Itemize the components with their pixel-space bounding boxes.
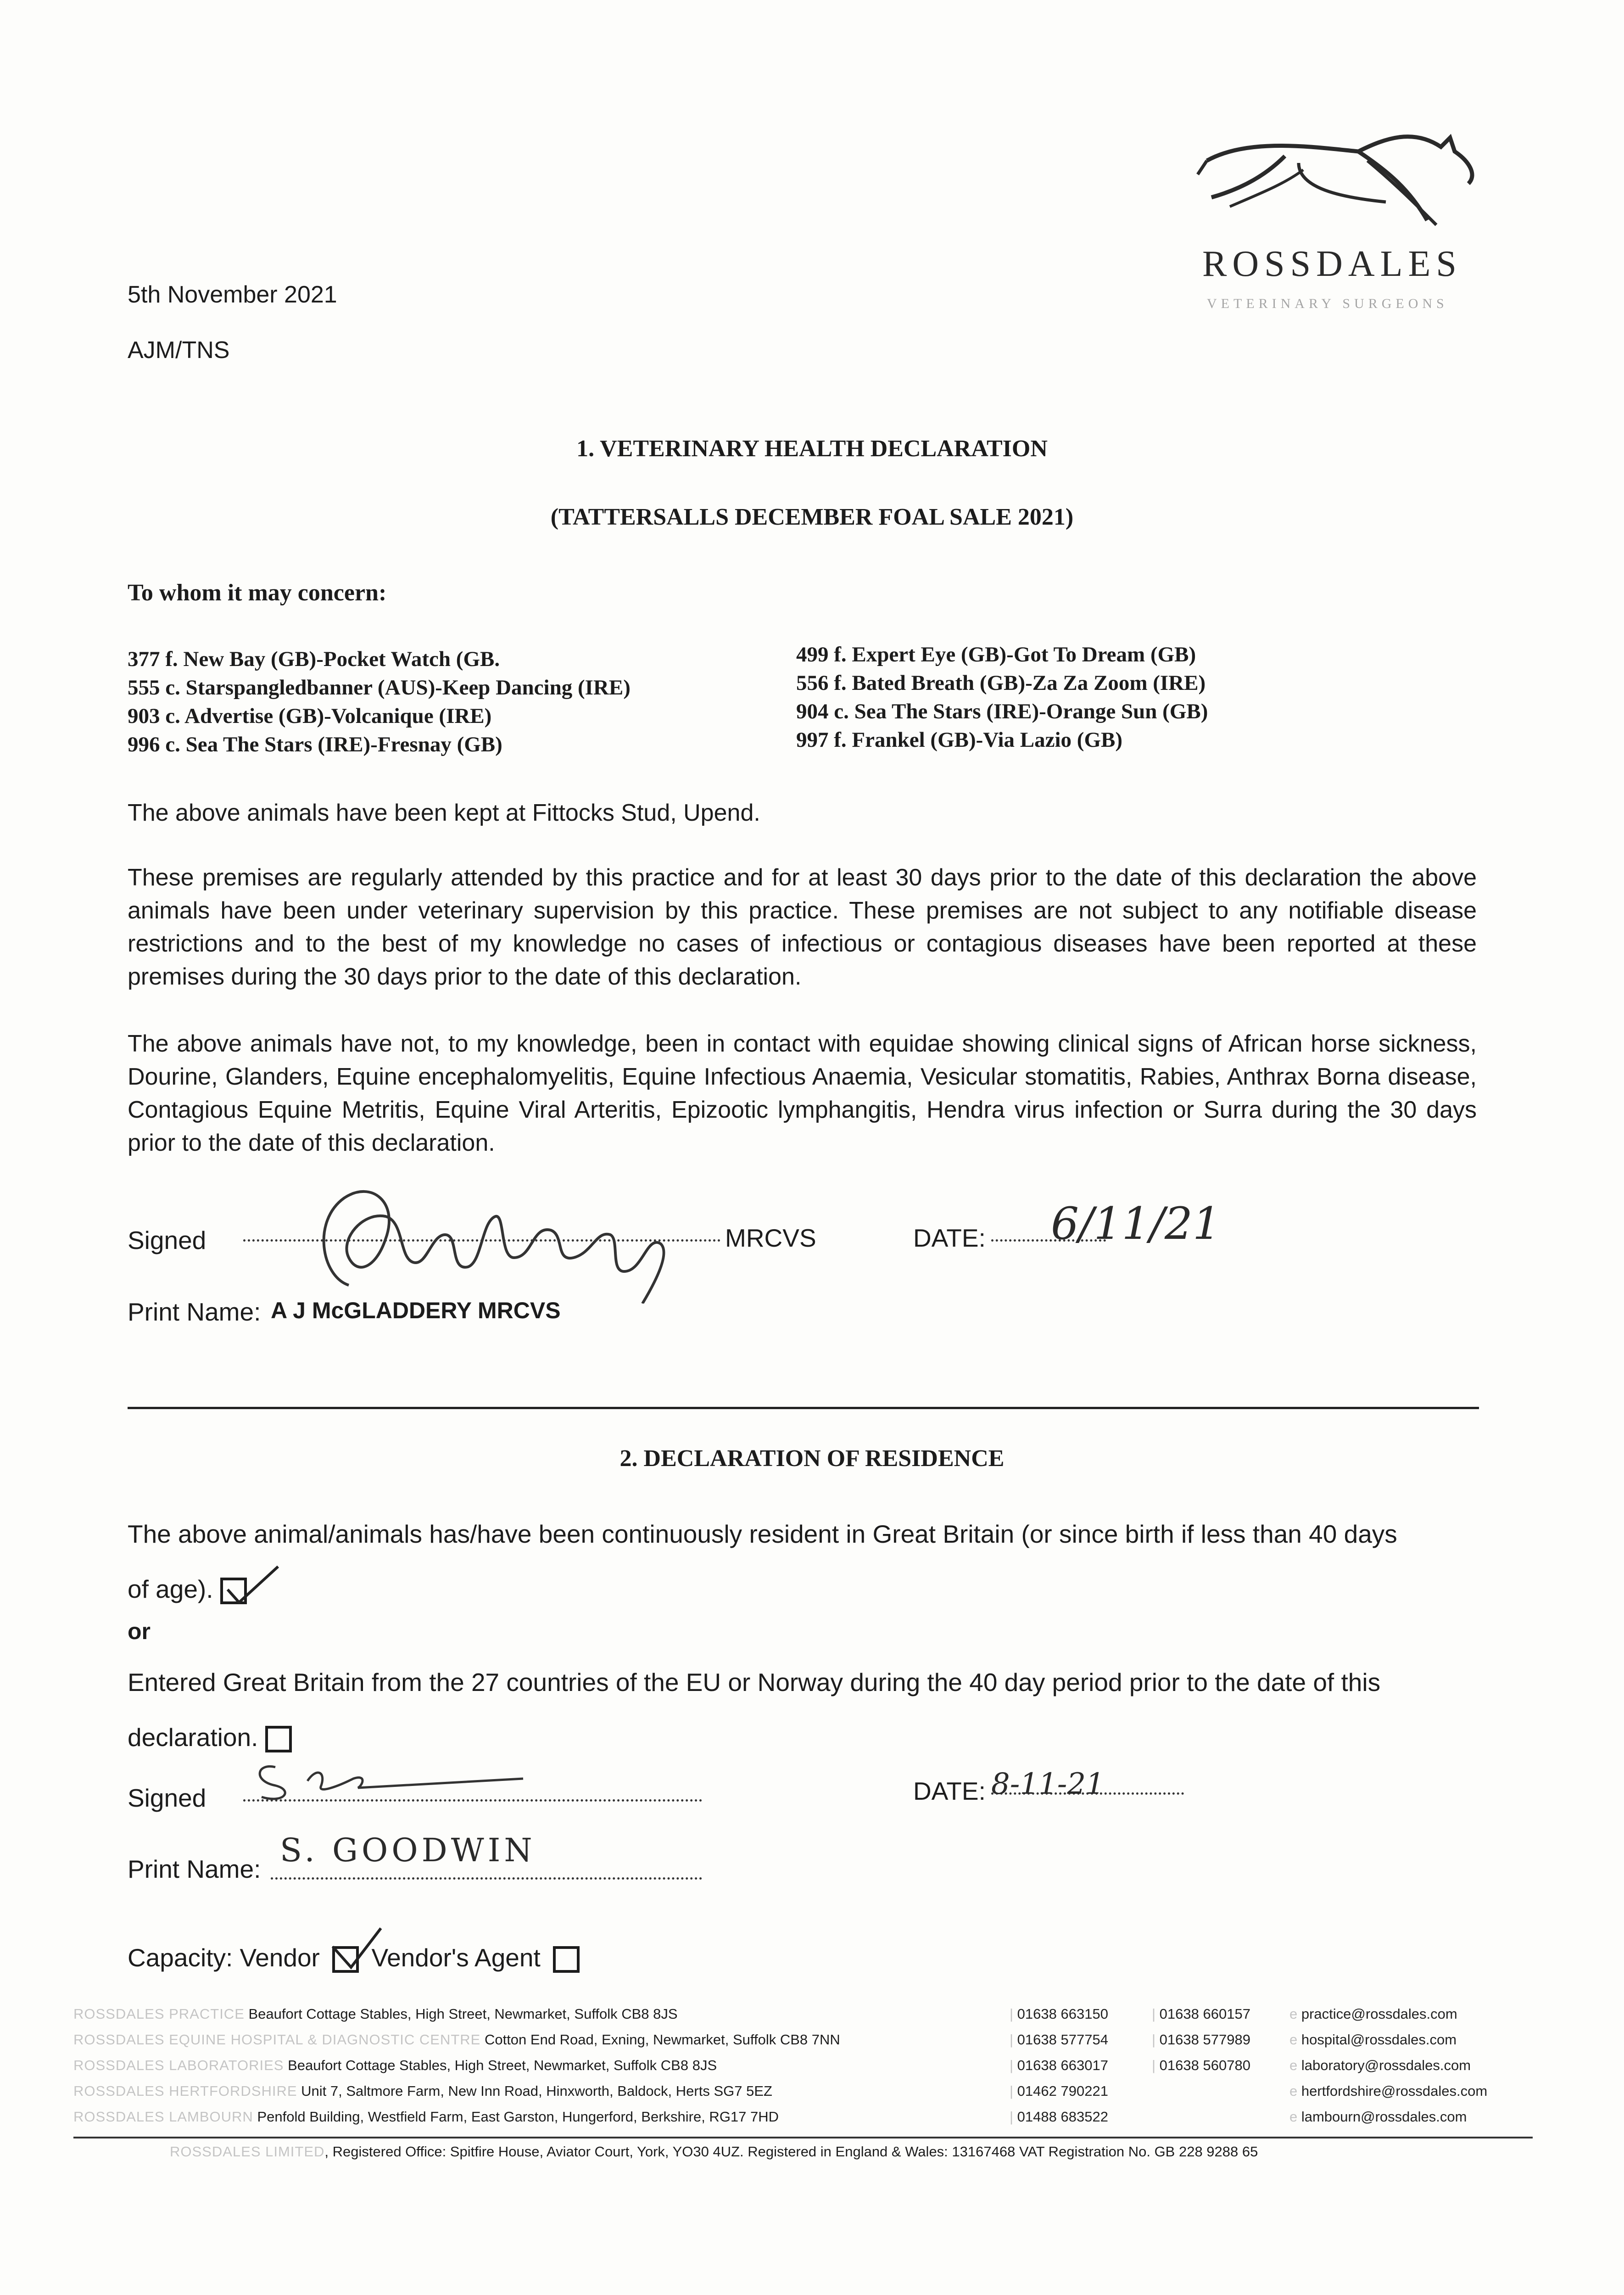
- footer-phone: | 01638 663017: [1010, 2057, 1108, 2073]
- animal-entry: 499 f. Expert Eye (GB)-Got To Dream (GB): [796, 643, 1196, 666]
- footer-address-label: ROSSDALES PRACTICE: [73, 2006, 245, 2022]
- footer-phone: | 01488 683522: [1010, 2109, 1108, 2125]
- vendor-label: Vendor: [240, 1943, 320, 1972]
- mrcvs-label: MRCVS: [725, 1224, 816, 1252]
- date-label-1: DATE:: [913, 1224, 986, 1252]
- footer-fax-number: 01638 560780: [1159, 2057, 1250, 2073]
- or-label: or: [128, 1618, 151, 1644]
- letter-date: 5th November 2021: [128, 281, 337, 308]
- registered-office-text: , Registered Office: Spitfire House, Aviator Court, York, YO30 4UZ. Registered in England & Wales: 13167468 VAT Registration No. GB 228 9288 65: [324, 2144, 1258, 2160]
- footer-phone: | 01638 663150: [1010, 2006, 1108, 2022]
- vendor-signature-icon: [248, 1753, 546, 1804]
- check-mark-icon: [218, 1562, 283, 1608]
- footer-address-row: [73, 2001, 840, 2027]
- footer-phone-number: 01638 663017: [1017, 2057, 1108, 2073]
- residence-option-1: [128, 1506, 1412, 1617]
- footer-divider: [73, 2137, 1533, 2138]
- footer-email-address: practice@rossdales.com: [1301, 2006, 1457, 2022]
- section-divider: [128, 1407, 1479, 1409]
- footer-faxes: [1152, 2001, 1250, 2078]
- footer-address-row: [73, 2053, 840, 2078]
- contact-paragraph: The above animals have not, to my knowledge, been in contact with equidae showing clinical signs of African horse sickness, Dourine, Glanders, Equine encephalomyelitis, Equine Infectious Anaemia, Vesicular stomatitis, Rabies, Anthrax Borna disease, Contagious Equine Metritis, Equine Viral Arteritis, Epizootic lymphangitis, Hendra virus infection or Surra during the 30 days prior to the date of this declaration.: [128, 1030, 1477, 1156]
- animal-entry: 903 c. Advertise (GB)-Volcanique (IRE): [128, 704, 492, 728]
- registered-office: [170, 2139, 1258, 2165]
- footer-fax-number: 01638 660157: [1159, 2006, 1250, 2022]
- footer-address-text: Beaufort Cottage Stables, High Street, Newmarket, Suffolk CB8 8JS: [288, 2057, 717, 2073]
- animal-entry: 996 c. Sea The Stars (IRE)-Fresnay (GB): [128, 733, 502, 756]
- logo-name: ROSSDALES: [1202, 244, 1462, 284]
- footer-email-address: lambourn@rossdales.com: [1301, 2109, 1467, 2125]
- animal-entry: 904 c. Sea The Stars (IRE)-Orange Sun (GB): [796, 700, 1208, 723]
- kept-at-text: The above animals have been kept at Fittocks Stud, Upend.: [128, 800, 760, 826]
- section2-title: 2. DECLARATION OF RESIDENCE: [619, 1445, 1005, 1472]
- footer-address-label: ROSSDALES HERTFORDSHIRE: [73, 2083, 297, 2099]
- handwritten-name-2: S. GOODWIN: [280, 1831, 536, 1869]
- capacity-label: Capacity:: [128, 1943, 233, 1972]
- print-name-line-2: [271, 1877, 702, 1880]
- footer-address-text: Unit 7, Saltmore Farm, New Inn Road, Hinxworth, Baldock, Herts SG7 5EZ: [301, 2083, 772, 2099]
- footer-phones: [1010, 2001, 1108, 2130]
- handwritten-date-2: 8-11-21: [991, 1767, 1105, 1801]
- animal-entry: 377 f. New Bay (GB)-Pocket Watch (GB.: [128, 647, 500, 671]
- registered-label: ROSSDALES LIMITED: [170, 2144, 325, 2160]
- footer-email: e practice@rossdales.com: [1289, 2006, 1457, 2022]
- salutation: To whom it may concern:: [128, 580, 387, 606]
- residence-option-2: [128, 1655, 1412, 1765]
- footer-phone: | 01462 790221: [1010, 2083, 1108, 2099]
- footer-fax-number: 01638 577989: [1159, 2032, 1250, 2048]
- footer-address-row: [73, 2078, 840, 2104]
- footer-email: e hertfordshire@rossdales.com: [1289, 2083, 1488, 2099]
- section1-subtitle: (TATTERSALLS DECEMBER FOAL SALE 2021): [550, 504, 1074, 530]
- letter-reference: AJM/TNS: [128, 337, 230, 364]
- capacity-row: [128, 1939, 580, 1976]
- horse-logo-icon: [1193, 119, 1496, 248]
- footer-address-text: Cotton End Road, Exning, Newmarket, Suffolk CB8 7NN: [484, 2032, 840, 2048]
- signed-label-1: Signed: [128, 1226, 206, 1254]
- residence-option-2-text: Entered Great Britain from the 27 countries of the EU or Norway during the 40 day period prior to the date of this declaration.: [128, 1668, 1381, 1752]
- check-mark-icon: [326, 1924, 385, 1974]
- residence-checkbox-1[interactable]: [220, 1578, 247, 1604]
- footer-address-label: ROSSDALES LABORATORIES: [73, 2057, 284, 2073]
- footer-email: e lambourn@rossdales.com: [1289, 2109, 1467, 2125]
- handwritten-date-1: 6/11/21: [1051, 1198, 1221, 1249]
- animals-right-column: [796, 640, 1208, 754]
- residence-option-1-text: The above animal/animals has/have been continuously resident in Great Britain (or since birth if less than 40 days of age).: [128, 1520, 1397, 1603]
- footer-address-label: ROSSDALES EQUINE HOSPITAL & DIAGNOSTIC CENTRE: [73, 2032, 481, 2048]
- animal-entry: 555 c. Starspangledbanner (AUS)-Keep Dancing (IRE): [128, 676, 631, 700]
- footer-phone: | 01638 577754: [1010, 2032, 1108, 2048]
- footer-fax: | 01638 660157: [1152, 2006, 1250, 2022]
- signed-label-2: Signed: [128, 1784, 206, 1812]
- premises-paragraph: These premises are regularly attended by this practice and for at least 30 days prior to the date of this declaration the above animals have been under veterinary supervision by this practice. These premises are not subject to any notifiable disease restrictions and to the best of my knowledge no cases of infectious or contagious diseases have been reported at these premises during the 30 days prior to the date of this declaration.: [128, 864, 1477, 990]
- print-name-label-1: Print Name:: [128, 1298, 261, 1326]
- vendor-agent-label: Vendor's Agent: [371, 1943, 541, 1972]
- footer-phone-number: 01638 663150: [1017, 2006, 1108, 2022]
- vendor-checkbox[interactable]: [332, 1946, 359, 1973]
- footer-address-row: [73, 2027, 840, 2053]
- footer-addresses: [73, 2001, 840, 2130]
- print-name-label-2: Print Name:: [128, 1855, 261, 1883]
- animal-entry: 556 f. Bated Breath (GB)-Za Za Zoom (IRE): [796, 671, 1206, 695]
- footer-phone-number: 01488 683522: [1017, 2109, 1108, 2125]
- residence-checkbox-2[interactable]: [265, 1726, 292, 1752]
- vet-signature-icon: [294, 1166, 707, 1304]
- footer-emails: [1289, 2001, 1487, 2130]
- footer-phone-number: 01462 790221: [1017, 2083, 1108, 2099]
- footer-address-row: [73, 2104, 840, 2130]
- footer-email-address: laboratory@rossdales.com: [1301, 2057, 1471, 2073]
- footer-fax: | 01638 560780: [1152, 2057, 1250, 2073]
- footer-address-text: Beaufort Cottage Stables, High Street, Newmarket, Suffolk CB8 8JS: [248, 2006, 678, 2022]
- footer-address-label: ROSSDALES LAMBOURN: [73, 2109, 253, 2125]
- logo-subtitle: VETERINARY SURGEONS: [1207, 296, 1448, 311]
- footer-address-text: Penfold Building, Westfield Farm, East Garston, Hungerford, Berkshire, RG17 7HD: [257, 2109, 779, 2125]
- footer-phone-number: 01638 577754: [1017, 2032, 1108, 2048]
- company-logo: [1193, 119, 1496, 321]
- footer-email: e hospital@rossdales.com: [1289, 2032, 1457, 2048]
- section1-title: 1. VETERINARY HEALTH DECLARATION: [576, 436, 1048, 462]
- footer-fax: | 01638 577989: [1152, 2032, 1250, 2048]
- animals-left-column: [128, 645, 631, 759]
- vendor-agent-checkbox[interactable]: [553, 1946, 580, 1973]
- footer-email: e laboratory@rossdales.com: [1289, 2057, 1471, 2073]
- animal-entry: 997 f. Frankel (GB)-Via Lazio (GB): [796, 728, 1123, 752]
- footer-email-address: hospital@rossdales.com: [1301, 2032, 1457, 2048]
- print-name-value-1: A J McGLADDERY MRCVS: [271, 1298, 561, 1323]
- footer-email-address: hertfordshire@rossdales.com: [1301, 2083, 1488, 2099]
- date-label-2: DATE:: [913, 1777, 986, 1805]
